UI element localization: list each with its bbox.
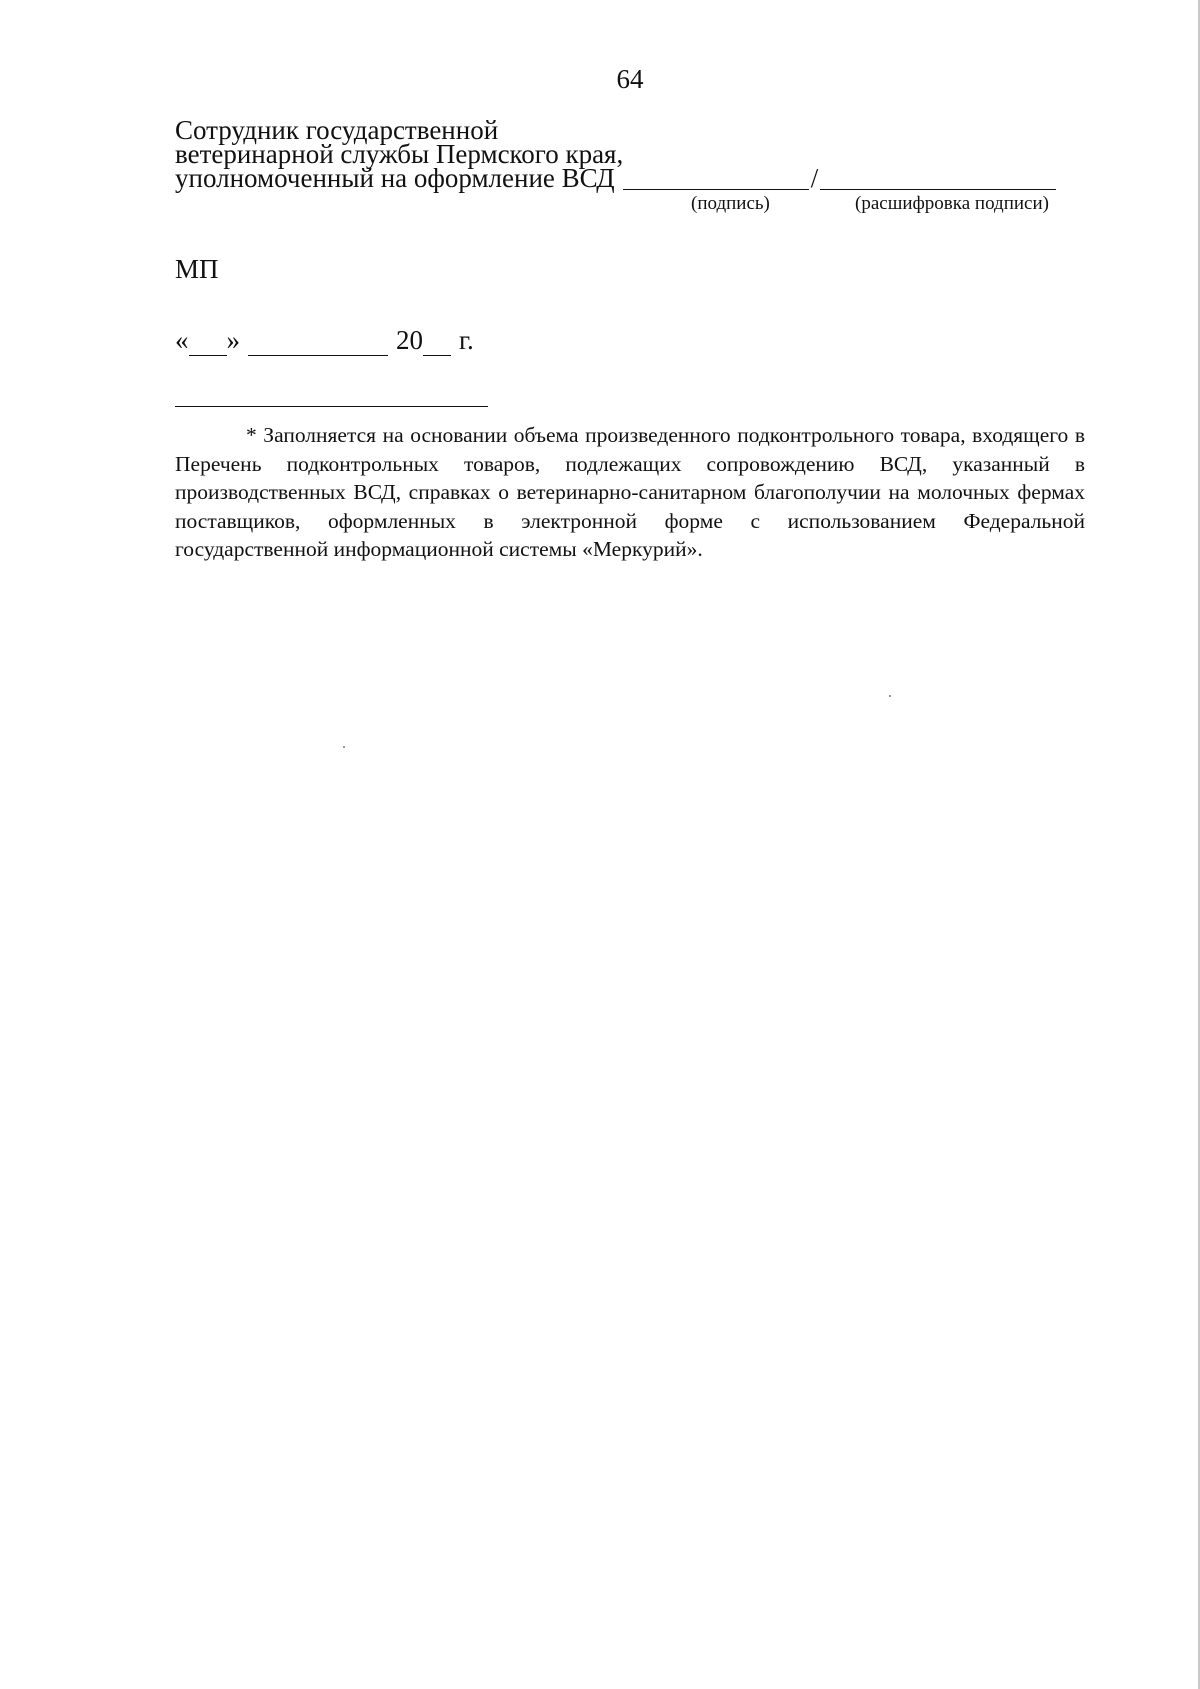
page-number: 64 [616,64,644,94]
stamp-placeholder: МП [175,254,219,284]
signature-decoding-hint: (расшифровка подписи) [855,193,1049,214]
signature-blank [623,169,809,190]
signature-decoding-blank [820,169,1056,190]
scan-speck [889,695,891,697]
signature-separator: / [810,163,819,193]
year-blank [423,333,451,356]
signature-title-line-3-row [175,163,1075,193]
signature-block [175,115,1075,214]
year-prefix: 20 [396,325,423,355]
signature-title-line-1: Сотрудник государственной [175,115,499,145]
date-line [175,325,474,356]
month-blank [248,333,388,356]
day-blank [189,333,227,356]
footnote-divider [175,406,488,407]
footnote-text: * Заполняется на основании объема произведенного подконтрольного товара, входящего в Перечень подконтрольных товаров, подлежащих сопровождению ВСД, указанный в производственных ВСД, справках о ветеринарно-санитарном благополучии на молочных фермах поставщиков, оформленных в электронной форме с использованием Федеральной государственной информационной системы «Меркурий». [175,423,1085,562]
date-close-quote: » [226,325,240,355]
signature-hint: (подпись) [691,193,770,214]
signature-title-line-3: уполномоченный на оформление ВСД [175,163,615,193]
signature-title-line-2: ветеринарной службы Пермского края, [175,139,624,169]
year-suffix: г. [459,325,474,355]
date-open-quote: « [175,325,189,355]
scan-speck [343,746,345,748]
signature-hints [175,193,1075,217]
